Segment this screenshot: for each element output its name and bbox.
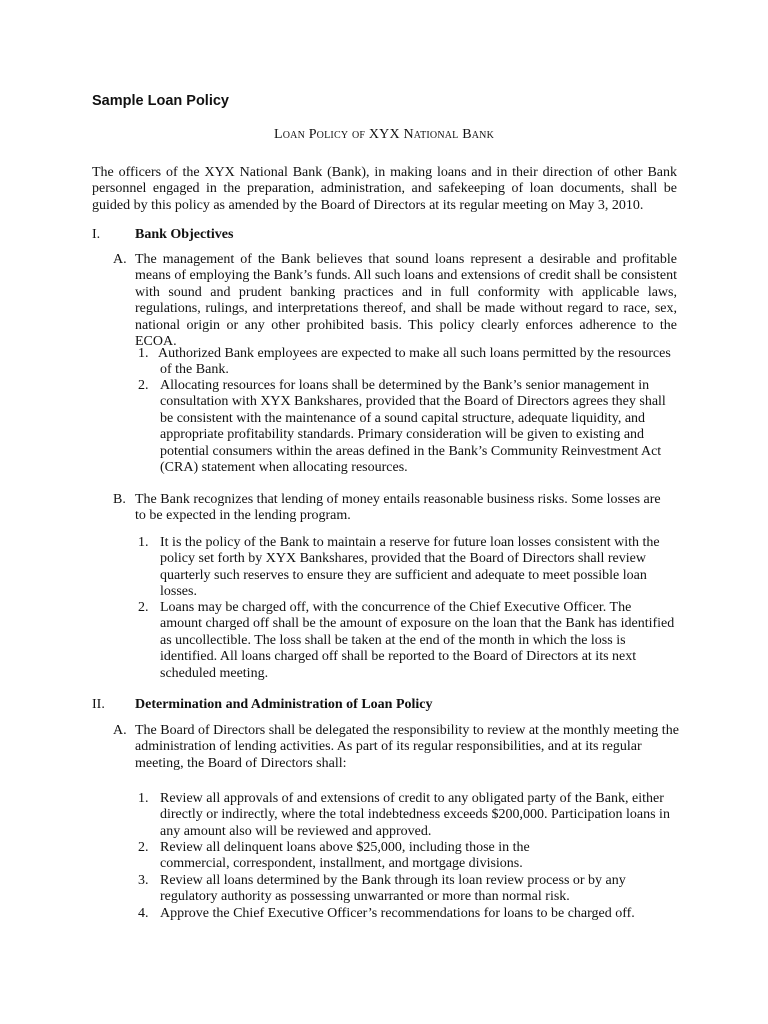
item-number: 2. (138, 840, 149, 855)
section-number: II. (92, 697, 105, 712)
item-number: 2. (138, 378, 149, 393)
item-text: It is the policy of the Bank to maintain a reserve for future loan losses consistent with the policy set forth by XYX Bankshares, provided that the Board of Directors shall review quarterly such reserves to ensure they are sufficient and adequate to meet possible loan losses. (160, 535, 660, 600)
intro-paragraph: The officers of the XYX National Bank (Bank), in making loans and in their direction of other Bank personnel engaged in the preparation, administration, and safekeeping of loan documents, shall be guided by this policy as amended by the Board of Directors at its regular meeting on May 3, 2010. (92, 165, 677, 213)
subsection-letter: A. (113, 723, 127, 738)
subsection-text: The Board of Directors shall be delegated the responsibility to review at the monthly meeting the administration of lending activities. As part of its regular responsibilities, and at its regular meeting, the Board of Directors shall: (135, 723, 679, 771)
subsection-letter: A. (113, 252, 127, 267)
item-number: 1. (138, 791, 149, 806)
document-heading: Sample Loan Policy (92, 93, 229, 109)
subsection-text: The Bank recognizes that lending of money entails reasonable business risks. Some losses are to be expected in the lending program. (135, 492, 661, 524)
item-number: 3. (138, 873, 149, 888)
section-title: Bank Objectives (135, 227, 234, 242)
item-number: 1. (138, 535, 149, 550)
item-text: Review all approvals of and extensions of credit to any obligated party of the Bank, either directly or indirectly, where the total indebtedness exceeds $200,000. Participation loans in any amount also will be reviewed and approved. (160, 791, 670, 839)
item-number: 1. (138, 346, 149, 361)
item-text: Authorized Bank employees are expected to make all such loans permitted by the resources of the Bank. (158, 346, 671, 378)
subsection-letter: B. (113, 492, 126, 507)
section-title: Determination and Administration of Loan Policy (135, 697, 433, 712)
item-text: Allocating resources for loans shall be determined by the Bank’s senior management in consultation with XYX Bankshares, provided that the Board of Directors agrees they shall be consistent with the maintenance of a sound capital structure, adequate liquidity, and appropriate profitability standards. Primary consideration will be given to existing and potential consumers within the areas defined in the Bank’s Community Reinvestment Act (CRA) statement when allocating resources. (160, 378, 666, 476)
item-text: Review all delinquent loans above $25,000, including those in the commercial, correspondent, installment, and mortgage divisions. (160, 840, 530, 872)
subsection-text: The management of the Bank believes that sound loans represent a desirable and profitable means of employing the Bank’s funds. All such loans and extensions of credit shall be consistent with sound and prudent banking practices and in full conformity with applicable laws, regulations, rulings, and interpretations thereof, and shall be made without regard to race, sex, national origin or any other prohibited basis. This policy clearly enforces adherence to the ECOA. (135, 252, 677, 350)
item-number: 4. (138, 906, 149, 921)
section-number: I. (92, 227, 101, 242)
item-number: 2. (138, 600, 149, 615)
item-text: Review all loans determined by the Bank through its loan review process or by any regulatory authority as possessing unwarranted or more than normal risk. (160, 873, 626, 905)
item-text: Approve the Chief Executive Officer’s recommendations for loans to be charged off. (160, 906, 635, 921)
item-text: Loans may be charged off, with the concurrence of the Chief Executive Officer. The amount charged off shall be the amount of exposure on the loan that the Bank has identified as uncollectible. The loss shall be taken at the end of the month in which the loss is identified. All loans charged off shall be reported to the Board of Directors at its next scheduled meeting. (160, 600, 675, 681)
document-title: Loan Policy of XYX National Bank (273, 127, 494, 142)
